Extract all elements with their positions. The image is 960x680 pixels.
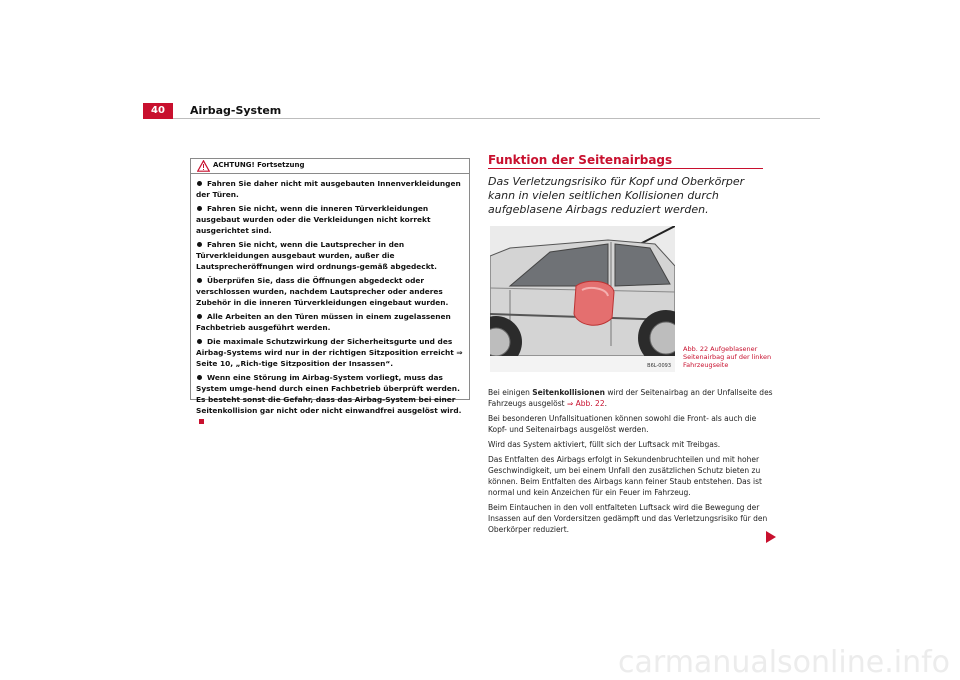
watermark: carmanualsonline.info xyxy=(618,645,950,680)
paragraph: Wird das System aktiviert, füllt sich der Luftsack mit Treibgas. xyxy=(488,440,721,449)
car-side-airbag-figure xyxy=(490,226,675,372)
warning-item: Fahren Sie nicht, wenn die Lautsprecher in den Türverkleidungen ausgebaut wurden, außer die Lautsprecheröffnungen wird ordnungs-gemäß abgedeckt. xyxy=(196,240,437,271)
next-page-arrow-icon[interactable] xyxy=(766,531,776,543)
bullet-icon xyxy=(196,205,203,212)
bullet-icon xyxy=(196,313,203,320)
warning-title: ACHTUNG! Fortsetzung xyxy=(213,161,305,169)
paragraph: Das Entfalten des Airbags erfolgt in Sekundenbruchteilen und mit hoher Geschwindigkeit, um bei einem Unfall den zusätzlichen Schutz bieten zu können. Beim Entfalten des Airbags kann feiner Staub entstehen. Das ist normal und kein Anzeichen für ein Feuer im Fahrzeug. xyxy=(488,455,762,497)
warning-item: Wenn eine Störung im Airbag-System vorliegt, muss das System umge-hend durch einen Fachbetrieb überprüft werden. Es besteht sonst die Gefahr, dass das Airbag-System bei einer Seitenkollision gar nicht oder nicht einwandfrei ausgelöst wird. xyxy=(196,372,466,427)
header-divider xyxy=(173,118,820,119)
page-number: 40 xyxy=(143,103,173,119)
figure-caption: Abb. 22 Aufgeblasener Seitenairbag auf der linken Fahrzeugseite xyxy=(683,345,772,369)
section-divider xyxy=(488,168,763,169)
section-intro: Das Verletzungsrisiko für Kopf und Oberkörper kann in vielen seitlichen Kollisionen durch aufgeblasene Airbags reduziert werden. xyxy=(488,175,745,216)
warning-item: Überprüfen Sie, dass die Öffnungen abgedeckt oder verschlossen wurden, nachdem Lautsprecher oder anderes Zubehör in die inneren Türverkleidungen eingebaut wurden. xyxy=(196,276,449,307)
end-of-section-marker xyxy=(199,419,204,424)
bullet-icon xyxy=(196,277,203,284)
warning-item: Fahren Sie nicht, wenn die inneren Türverkleidungen ausgebaut wurden oder die Verkleidungen nicht korrekt ausgerichtet sind. xyxy=(196,204,431,235)
figure-reference-link[interactable]: ⇒ Abb. 22 xyxy=(566,399,605,408)
warning-item: Alle Arbeiten an den Türen müssen in einem zugelassenen Fachbetrieb ausgeführt werden. xyxy=(196,312,451,332)
warning-list xyxy=(196,178,466,430)
warning-triangle-icon xyxy=(197,160,210,172)
paragraph: Beim Eintauchen in den voll entfalteten Luftsack wird die Bewegung der Insassen auf den Vordersitzen gedämpft und das Verletzungsrisiko für den Oberkörper reduziert. xyxy=(488,503,768,534)
body-text xyxy=(488,387,773,539)
warning-box xyxy=(190,158,470,415)
figure-code: B6L-0093 xyxy=(647,363,671,369)
bullet-icon xyxy=(196,180,203,187)
bullet-icon xyxy=(196,374,203,381)
paragraph: Bei einigen Seitenkollisionen wird der Seitenairbag an der Unfallseite des Fahrzeugs ausgelöst ⇒ Abb. 22. xyxy=(488,388,773,408)
paragraph: Bei besonderen Unfallsituationen können sowohl die Front- als auch die Kopf- und Seitenairbags ausgelöst werden. xyxy=(488,414,757,434)
warning-item: Fahren Sie daher nicht mit ausgebauten Innenverkleidungen der Türen. xyxy=(196,179,461,199)
warning-header xyxy=(191,159,469,174)
page-header-title: Airbag-System xyxy=(190,104,282,117)
section-title: Funktion der Seitenairbags xyxy=(488,153,673,167)
bullet-icon xyxy=(196,338,203,345)
car-illustration xyxy=(490,226,675,372)
warning-item: Die maximale Schutzwirkung der Sicherheitsgurte und des Airbag-Systems wird nur in der richtigen Sitzposition erreicht ⇒ Seite 10, „Rich-tige Sitzposition der Insassen“. xyxy=(196,337,463,368)
bullet-icon xyxy=(196,241,203,248)
